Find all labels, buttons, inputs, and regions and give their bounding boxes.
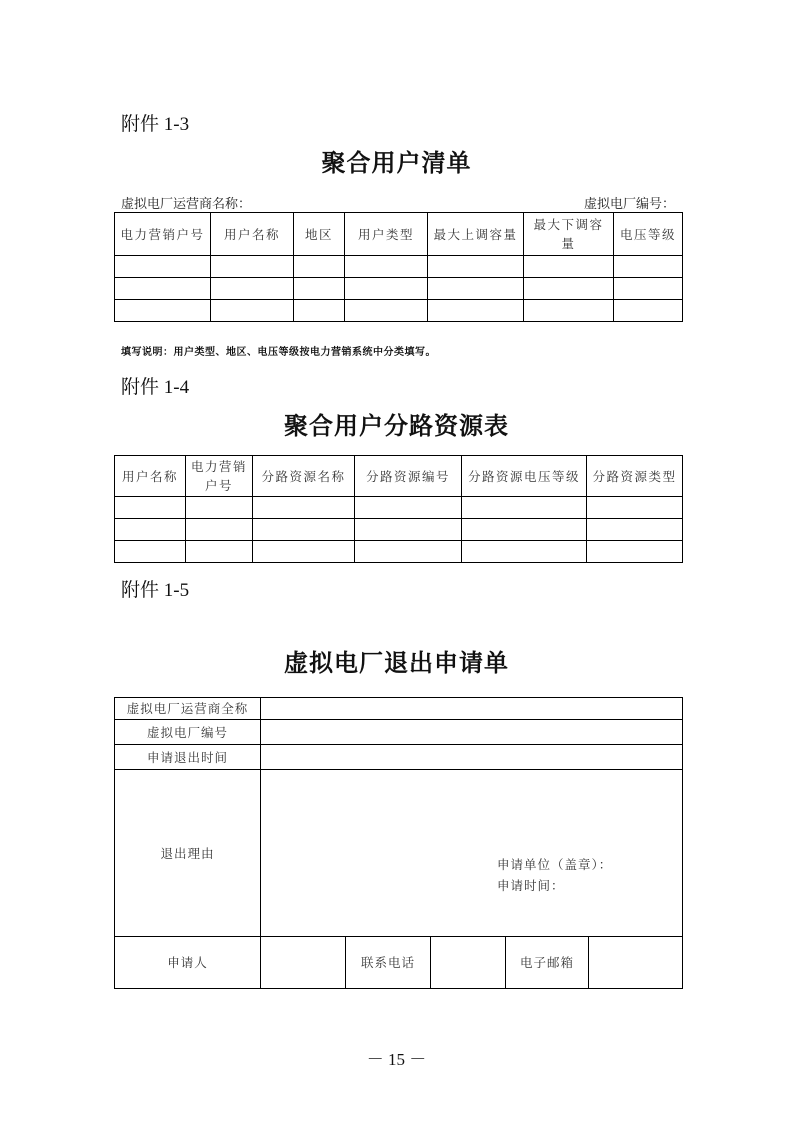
application-time-label: 申请时间： [497,878,565,893]
col-header: 电力营销户号 [186,456,253,497]
form-row-contact [115,937,683,989]
table-row [115,497,683,519]
aggregated-user-list-title: 聚合用户清单 [321,149,472,177]
vpp-number-form-label: 虚拟电厂编号 [115,720,261,745]
col-header: 分路资源类型 [587,456,683,497]
col-header: 最大上调容量 [428,213,524,256]
exit-time-label: 申请退出时间 [115,745,261,770]
col-header: 最大下调容量 [524,213,614,256]
phone-label: 联系电话 [346,937,431,989]
table-header-row [115,456,683,497]
attachment-1-3-label: 附件 1-3 [121,114,190,135]
applicant-unit-seal-label: 申请单位（盖章）： [497,857,613,872]
vpp-number-label: 虚拟电厂编号： [584,197,676,212]
col-header: 地区 [294,213,345,256]
table-row [115,300,683,322]
table-row [115,278,683,300]
table-row [115,256,683,278]
exit-application-title: 虚拟电厂退出申请单 [284,649,509,677]
form-row-exit-time [115,745,683,770]
full-name-label: 虚拟电厂运营商全称 [115,698,261,720]
exit-reason-label: 退出理由 [115,770,261,937]
full-name-field[interactable] [261,698,683,720]
fill-instructions-note: 填写说明：用户类型、地区、电压等级按电力营销系统中分类填写。 [121,347,436,358]
col-header: 用户类型 [345,213,428,256]
applicant-field[interactable] [261,937,346,989]
col-header: 电压等级 [614,213,683,256]
branch-resource-table [114,455,683,563]
branch-resource-table-title: 聚合用户分路资源表 [284,412,509,440]
exit-application-form [114,697,683,989]
form-row-full-name [115,698,683,720]
col-header: 用户名称 [115,456,186,497]
applicant-label: 申请人 [115,937,261,989]
col-header: 分路资源电压等级 [462,456,587,497]
operator-name-label: 虚拟电厂运营商名称： [121,197,252,212]
col-header: 分路资源名称 [253,456,355,497]
attachment-1-5-label: 附件 1-5 [121,580,190,601]
table-row [115,541,683,563]
form-row-reason [115,770,683,937]
col-header: 电力营销户号 [115,213,211,256]
form-row-number [115,720,683,745]
email-label: 电子邮箱 [506,937,589,989]
email-field[interactable] [589,937,683,989]
exit-reason-field[interactable] [261,770,683,937]
table-row [115,519,683,541]
table-header-row [115,213,683,256]
col-header: 分路资源编号 [355,456,462,497]
col-header: 用户名称 [211,213,294,256]
vpp-number-field[interactable] [261,720,683,745]
page-number: － 15 － [366,1050,427,1069]
aggregated-user-table [114,212,683,322]
attachment-1-4-label: 附件 1-4 [121,377,190,398]
phone-field[interactable] [431,937,506,989]
exit-time-field[interactable] [261,745,683,770]
